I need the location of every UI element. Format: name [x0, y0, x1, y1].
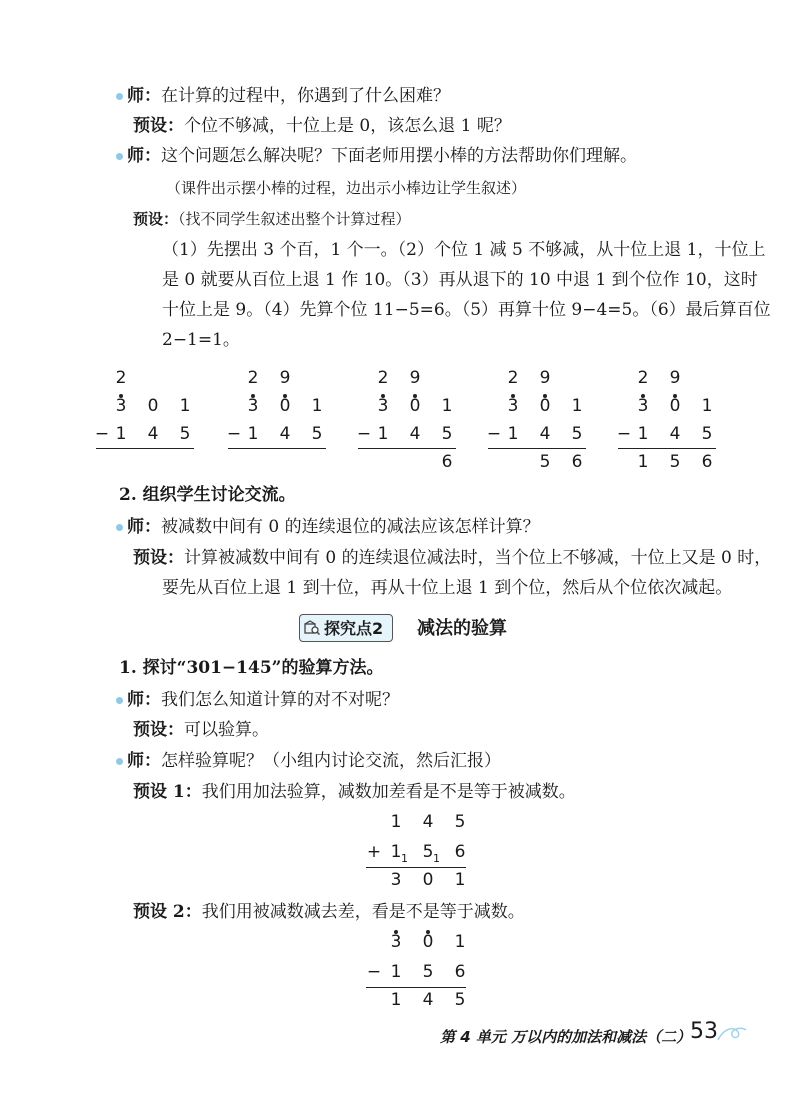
- minuend-digit: 3: [377, 396, 389, 416]
- speaker: 预设 1：: [133, 782, 202, 802]
- operator: −: [94, 424, 110, 444]
- carry-mark: 1: [433, 852, 440, 865]
- carry-digit: 2: [507, 368, 519, 388]
- minuend-digit: 1: [454, 932, 466, 952]
- speaker: 师：: [127, 86, 161, 106]
- line-19: [133, 900, 525, 924]
- line-11: [127, 515, 540, 539]
- speaker: 师：: [127, 690, 161, 710]
- carry-digit: 9: [409, 368, 421, 388]
- line-text: 被减数中间有 0 的连续退位的减法应该怎样计算？: [161, 517, 540, 537]
- line-text: 在计算的过程中，你遇到了什么困难？: [161, 86, 450, 106]
- carry-digit: 9: [279, 368, 291, 388]
- addend-digit: 4: [422, 812, 434, 832]
- difference-digit: 5: [454, 990, 466, 1010]
- operator: −: [486, 424, 502, 444]
- bullet-icon: [116, 697, 123, 704]
- minuend-digit: 0: [539, 396, 551, 416]
- subtrahend-digit: 5: [422, 962, 434, 982]
- line-text: 我们怎么知道计算的对不对呢？: [161, 690, 399, 710]
- line-text: 要先从百位上退 1 到十位，再从十位上退 1 到个位，然后从个位依次减起。: [162, 578, 733, 598]
- operator: −: [366, 962, 382, 982]
- addend-digit: 5: [454, 812, 466, 832]
- subtrahend-digit: 5: [311, 424, 323, 444]
- line-text: 这个问题怎么解决呢？下面老师用摆小棒的方法帮助你们理解。: [161, 146, 637, 166]
- subtrahend-digit: 5: [179, 424, 191, 444]
- result-line: [618, 448, 716, 449]
- line-4: [166, 176, 526, 200]
- speaker: 师：: [127, 517, 161, 537]
- line-9: [162, 328, 240, 352]
- line-text: 2−1=1。: [162, 330, 240, 350]
- bullet-icon: [116, 93, 123, 100]
- section-badge: [299, 614, 393, 642]
- carry-digit: 2: [247, 368, 259, 388]
- difference-digit: 1: [637, 452, 649, 472]
- bullet-icon: [116, 758, 123, 765]
- page-number: 53: [690, 1019, 718, 1044]
- minuend-digit: 0: [669, 396, 681, 416]
- minuend-digit: 3: [637, 396, 649, 416]
- difference-digit: 5: [539, 452, 551, 472]
- line-16: [133, 718, 269, 742]
- minuend-digit: 3: [247, 396, 259, 416]
- bullet-icon: [116, 153, 123, 160]
- line-18: [133, 780, 576, 804]
- line-12: [133, 546, 771, 570]
- section-badge-label: 探究点2: [324, 619, 384, 638]
- bullet-icon: [116, 524, 123, 531]
- minuend-digit: 0: [147, 396, 159, 416]
- difference-digit: 6: [441, 452, 453, 472]
- line-text: 是 0 就要从百位上退 1 作 10。（3）再从退下的 10 中退 1 到个位作 10，这时: [162, 270, 758, 290]
- sum-digit: 3: [390, 870, 402, 890]
- speaker: 预设：: [133, 720, 184, 740]
- line-3: [127, 144, 637, 168]
- line-7: [162, 268, 758, 292]
- speaker: 预设 2：: [133, 902, 202, 922]
- line-14: [119, 656, 383, 680]
- line-5: [133, 207, 411, 231]
- line-text: 十位上是 9。（4）先算个位 11−5=6。（5）再算十位 9−4=5。（6）最后算百位: [162, 300, 771, 320]
- subtrahend-digit: 1: [637, 424, 649, 444]
- result-line: [366, 987, 466, 988]
- subtrahend-digit: 4: [539, 424, 551, 444]
- line-text: 计算被减数中间有 0 的连续退位减法时，当个位上不够减，十位上又是 0 时，: [184, 548, 772, 568]
- difference-digit: 1: [390, 990, 402, 1010]
- result-line: [358, 448, 456, 449]
- line-8: [162, 298, 771, 322]
- line-text: 2. 组织学生讨论交流。: [119, 485, 296, 505]
- line-2: [133, 114, 511, 138]
- speaker: 师：: [127, 146, 161, 166]
- subtrahend-digit: 6: [454, 962, 466, 982]
- subtrahend-digit: 5: [571, 424, 583, 444]
- subtrahend-digit: 1: [507, 424, 519, 444]
- result-line: [488, 448, 586, 449]
- operator: −: [616, 424, 632, 444]
- subtrahend-digit: 4: [147, 424, 159, 444]
- addend-digit: 6: [454, 842, 466, 862]
- minuend-digit: 3: [390, 932, 402, 952]
- line-text: （1）先摆出 3 个百，1 个一。（2）个位 1 减 5 不够减，从十位上退 1，十位上: [162, 240, 766, 260]
- addend-digit: 5: [422, 842, 434, 862]
- line-17: [127, 749, 501, 773]
- speaker: 预设：: [133, 210, 179, 228]
- minuend-digit: 1: [441, 396, 453, 416]
- line-text: 可以验算。: [184, 720, 269, 740]
- line-text: 1. 探讨“301−145”的验算方法。: [119, 658, 384, 678]
- subtrahend-digit: 4: [409, 424, 421, 444]
- result-line: [366, 867, 466, 868]
- subtrahend-digit: 1: [390, 962, 402, 982]
- line-text: 我们用被减数减去差，看是不是等于减数。: [201, 902, 525, 922]
- result-line: [96, 448, 194, 449]
- speaker: 师：: [127, 751, 161, 771]
- carry-mark: 1: [401, 852, 408, 865]
- line-text: （找不同学生叙述出整个计算过程）: [178, 210, 411, 228]
- minuend-digit: 3: [507, 396, 519, 416]
- carry-digit: 2: [377, 368, 389, 388]
- subtrahend-digit: 1: [247, 424, 259, 444]
- difference-digit: 6: [701, 452, 713, 472]
- minuend-digit: 3: [115, 396, 127, 416]
- subtrahend-digit: 4: [669, 424, 681, 444]
- minuend-digit: 0: [279, 396, 291, 416]
- section-title: 减法的验算: [417, 618, 507, 639]
- line-10: [119, 483, 296, 507]
- explore-icon: [304, 619, 320, 635]
- addend-digit: 1: [390, 842, 402, 862]
- speaker: 预设：: [133, 548, 184, 568]
- addend-digit: 1: [390, 812, 402, 832]
- line-1: [127, 84, 450, 108]
- difference-digit: 5: [669, 452, 681, 472]
- operator: −: [226, 424, 242, 444]
- minuend-digit: 0: [409, 396, 421, 416]
- difference-digit: 4: [422, 990, 434, 1010]
- carry-digit: 9: [539, 368, 551, 388]
- carry-digit: 9: [669, 368, 681, 388]
- footer-unit: 第 4 单元 万以内的加法和减法（二）: [440, 1028, 692, 1046]
- minuend-digit: 1: [179, 396, 191, 416]
- line-text: 我们用加法验算，减数加差看是不是等于被减数。: [201, 782, 576, 802]
- line-text: 怎样验算呢？（小组内讨论交流，然后汇报）: [161, 751, 501, 771]
- subtrahend-digit: 1: [115, 424, 127, 444]
- line-15: [127, 688, 399, 712]
- minuend-digit: 1: [701, 396, 713, 416]
- subtrahend-digit: 4: [279, 424, 291, 444]
- line-13: [162, 576, 732, 600]
- sum-digit: 0: [422, 870, 434, 890]
- operator: +: [366, 842, 382, 862]
- result-line: [228, 448, 326, 449]
- line-text: 个位不够减，十位上是 0，该怎么退 1 呢？: [184, 116, 511, 136]
- subtrahend-digit: 1: [377, 424, 389, 444]
- line-6: [162, 238, 765, 262]
- operator: −: [356, 424, 372, 444]
- sum-digit: 1: [454, 870, 466, 890]
- minuend-digit: 1: [571, 396, 583, 416]
- swirl-icon: [716, 1022, 748, 1046]
- subtrahend-digit: 5: [441, 424, 453, 444]
- speaker: 预设：: [133, 116, 184, 136]
- subtrahend-digit: 5: [701, 424, 713, 444]
- minuend-digit: 1: [311, 396, 323, 416]
- minuend-digit: 0: [422, 932, 434, 952]
- line-text: （课件出示摆小棒的过程，边出示小棒边让学生叙述）: [166, 179, 527, 197]
- carry-digit: 2: [637, 368, 649, 388]
- carry-digit: 2: [115, 368, 127, 388]
- difference-digit: 6: [571, 452, 583, 472]
